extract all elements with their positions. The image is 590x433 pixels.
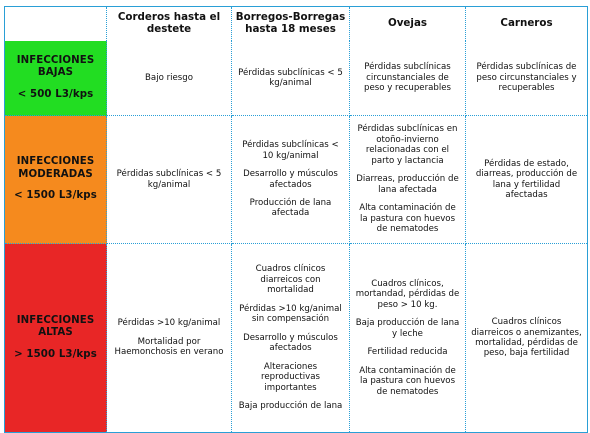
cell-text: Desarrollo y músculos afectados bbox=[243, 332, 338, 354]
level-range: < 500 L3/kps bbox=[17, 88, 94, 100]
cell-text: Cuadros clínicos, mortandad, pérdidas de peso > 10 kg. bbox=[355, 278, 460, 310]
cell-text: Pérdidas subclínicas de peso circunstanciales y recuperables bbox=[476, 62, 577, 94]
level-title: INFECCIONES MODERADAS bbox=[16, 156, 95, 180]
cell-text: Cuadros clínicos diarreicos con mortalidad bbox=[255, 264, 326, 296]
cell-text: Pérdidas subclínicas < 10 kg/animal bbox=[242, 140, 339, 161]
cell-text: Alta contaminación de la pastura con huevos de nematodes bbox=[359, 365, 456, 397]
cell-text: Pérdidas subclínicas en otoño-invierno relacionadas con el parto y lactancia bbox=[357, 124, 458, 166]
column-header-corderos: Corderos hasta el destete bbox=[107, 7, 232, 41]
cell-text: Bajo riesgo bbox=[145, 72, 193, 83]
infection-risk-table bbox=[4, 6, 588, 433]
cell-text: Alta contaminación de la pastura con huevos de nematodes bbox=[359, 203, 456, 235]
cell-text: Baja producción de lana y leche bbox=[355, 318, 460, 339]
table-cell bbox=[466, 41, 587, 116]
cell-text: Pérdidas >10 kg/animal bbox=[117, 318, 221, 329]
column-header-borregos: Borregos-Borregas hasta 18 meses bbox=[232, 7, 350, 41]
cell-text: Baja producción de lana bbox=[238, 401, 343, 412]
table-row bbox=[5, 244, 587, 432]
table-cell bbox=[232, 116, 350, 244]
level-cell-moderadas bbox=[5, 116, 107, 244]
cell-text: Pérdidas subclínicas < 5 kg/animal bbox=[116, 169, 222, 190]
cell-text: Pérdidas de estado, diarreas, producción de lana y fertilidad afectadas bbox=[475, 158, 578, 200]
table-cell bbox=[232, 244, 350, 432]
table-cell bbox=[350, 41, 466, 116]
cell-text: Mortalidad por Haemonchosis en verano bbox=[114, 336, 224, 358]
column-header-ovejas: Ovejas bbox=[350, 7, 466, 41]
table-cell bbox=[107, 116, 232, 244]
table-row bbox=[5, 116, 587, 244]
header-row bbox=[5, 7, 587, 41]
table-cell bbox=[350, 244, 466, 432]
table-cell bbox=[107, 244, 232, 432]
column-header-carneros: Carneros bbox=[500, 17, 553, 30]
cell-text: Fertilidad reducida bbox=[367, 347, 448, 358]
level-cell-altas bbox=[5, 244, 107, 432]
table-cell bbox=[232, 41, 350, 116]
table-cell bbox=[466, 244, 587, 432]
cell-text: Alteraciones reproductivas importantes bbox=[261, 361, 320, 393]
table-row bbox=[5, 41, 587, 116]
header-corner bbox=[5, 7, 107, 41]
cell-text: Pérdidas subclínicas < 5 kg/animal bbox=[238, 67, 343, 88]
level-range: < 1500 L3/kps bbox=[14, 190, 97, 202]
cell-text: Desarrollo y músculos afectados bbox=[243, 169, 338, 190]
cell-text: Diarreas, producción de lana afectada bbox=[356, 174, 459, 195]
level-title: INFECCIONES ALTAS bbox=[16, 314, 95, 339]
cell-text: Pérdidas subclínicas circunstanciales de peso y recuperables bbox=[364, 62, 451, 94]
level-title: INFECCIONES BAJAS bbox=[16, 54, 95, 79]
level-range: > 1500 L3/kps bbox=[14, 348, 97, 360]
cell-text: Pérdidas >10 kg/animal sin compensación bbox=[239, 303, 342, 325]
table-cell bbox=[466, 116, 587, 244]
level-cell-bajas bbox=[5, 41, 107, 116]
table-cell bbox=[350, 116, 466, 244]
cell-text: Producción de lana afectada bbox=[249, 197, 332, 219]
cell-text: Cuadros clínicos diarreicos o anemizantes, mortalidad, pérdidas de peso, baja fertilidad bbox=[471, 317, 582, 359]
table-cell bbox=[107, 41, 232, 116]
